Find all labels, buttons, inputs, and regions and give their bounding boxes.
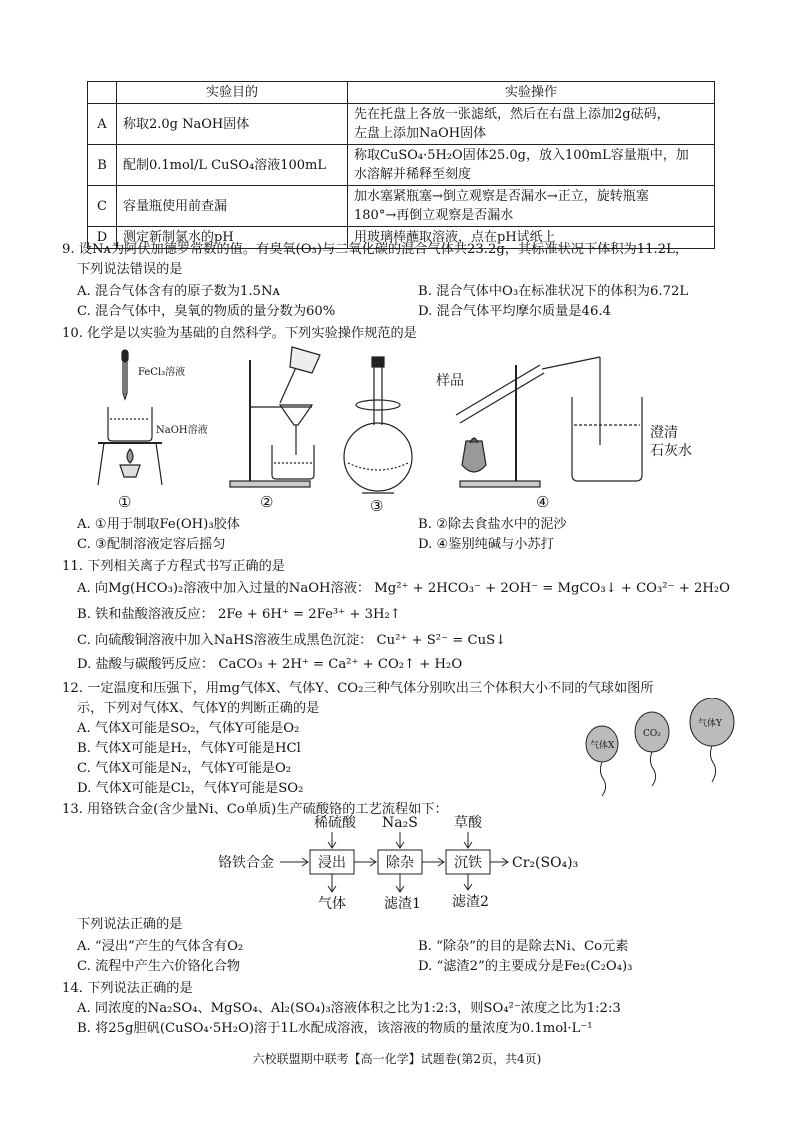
- q9-option-b: B. 混合气体中O₃在标准状况下的体积为6.72L: [418, 284, 689, 299]
- table-header-row: [88, 82, 715, 104]
- flow-output-3: 滤渣2: [452, 894, 489, 910]
- label-fecl3: FeCl₃溶液: [138, 367, 186, 378]
- q12-option-c: C. 气体X可能是N₂，气体Y可能是O₂: [77, 761, 292, 776]
- table-row: [88, 145, 715, 186]
- table-row: [88, 186, 715, 227]
- q14-stem: 14. 下列说法正确的是: [62, 981, 193, 996]
- q12-stem: 12. 一定温度和压强下，用mg气体X、气体Y、CO₂三种气体分别吹出三个体积大小不同的气球如图所: [62, 681, 654, 696]
- flow-reagent-2: Na₂S: [382, 815, 418, 831]
- q11-option-c: C. 向硫酸铜溶液中加入NaHS溶液生成黑色沉淀： Cu²⁺ + S²⁻ = CuS↓: [77, 633, 507, 648]
- op-line: 加水塞紧瓶塞→倒立观察是否漏水→正立，旋转瓶塞: [354, 189, 649, 204]
- q12-option-a: A. 气体X可能是SO₂，气体Y可能是O₂: [77, 721, 300, 736]
- label-apparatus-3: ③: [370, 497, 384, 515]
- q13-prompt: 下列说法正确的是: [77, 917, 183, 932]
- row-operation: [348, 186, 715, 227]
- q12-option-d: D. 气体X可能是Cl₂，气体Y可能是SO₂: [77, 781, 304, 796]
- beaker-tripod-icon: [98, 407, 162, 485]
- q10-stem: 10. 化学是以实验为基础的自然科学。下列实验操作规范的是: [62, 326, 417, 341]
- header-operation: 实验操作: [348, 82, 715, 104]
- q11-option-a: A. 向Mg(HCO₃)₂溶液中加入过量的NaOH溶液： Mg²⁺ + 2HCO₃⁻ + 2OH⁻ = MgCO₃↓ + CO₃²⁻ + 2H₂O: [77, 581, 730, 596]
- row-letter: A: [88, 104, 117, 145]
- q12-option-b: B. 气体X可能是H₂，气体Y可能是HCl: [77, 741, 301, 756]
- q14-option-b: B. 将25g胆矾(CuSO₄·5H₂O)溶于1L水配成溶液，该溶液的物质的量浓度为0.1mol·L⁻¹: [77, 1021, 593, 1036]
- q10-option-c: C. ③配制溶液定容后摇匀: [77, 537, 226, 552]
- op-line: 先在托盘上各放一张滤纸，然后在右盘上添加2g砝码，: [354, 107, 670, 122]
- q10-option-b: B. ②除去食盐水中的泥沙: [418, 517, 567, 532]
- label-limewater-1: 澄清: [650, 425, 678, 441]
- heating-apparatus-icon: [456, 357, 642, 487]
- row-goal: 容量瓶使用前查漏: [117, 186, 348, 227]
- op-line: 水溶解并稀释至刻度: [354, 167, 472, 182]
- op-line: 180°→再倒立观察是否漏水: [354, 208, 514, 223]
- op-line: 用玻璃棒蘸取溶液，点在pH试纸上: [354, 230, 556, 245]
- flow-output: Cr₂(SO₄)₃: [512, 855, 579, 871]
- label-apparatus-1: ①: [118, 493, 132, 511]
- q13-option-d: D. “滤渣2”的主要成分是Fe₂(C₂O₄)₃: [418, 959, 633, 974]
- table-row: [88, 104, 715, 145]
- page-footer: 六校联盟期中联考【高一化学】试题卷(第2页，共4页): [252, 1052, 542, 1066]
- flow-step-1: 浸出: [318, 855, 346, 871]
- q13-option-a: A. “浸出”产生的气体含有O₂: [77, 939, 244, 954]
- q10-option-d: D. ④鉴别纯碱与小苏打: [418, 537, 554, 552]
- q9-option-c: C. 混合气体中，臭氧的物质的量分数为60%: [77, 304, 336, 319]
- label-limewater-2: 石灰水: [650, 443, 692, 459]
- flow-step-2: 除杂: [386, 855, 414, 871]
- flow-output-1: 气体: [318, 896, 346, 912]
- q9-option-a: A. 混合气体含有的原子数为1.5Nᴀ: [77, 284, 280, 299]
- row-operation: [348, 104, 715, 145]
- q10-apparatus-figure: [80, 345, 720, 517]
- flow-output-2: 滤渣1: [384, 896, 421, 912]
- q11-option-d: D. 盐酸与碳酸钙反应： CaCO₃ + 2H⁺ = Ca²⁺ + CO₂↑ + H₂O: [77, 657, 463, 672]
- balloon-co2-label: CO₂: [643, 729, 661, 739]
- balloon-x-label: 气体X: [590, 741, 615, 751]
- label-naoh: NaOH溶液: [156, 425, 208, 436]
- label-sample: 样品: [436, 373, 464, 389]
- q13-stem: 13. 用铬铁合金(含少量Ni、Co单质)生产硫酸铬的工艺流程如下：: [62, 802, 448, 817]
- row-letter: B: [88, 145, 117, 186]
- row-goal: 配制0.1mol/L CuSO₄溶液100mL: [117, 145, 348, 186]
- header-goal: 实验目的: [117, 82, 348, 104]
- q11-option-b: B. 铁和盐酸溶液反应： 2Fe + 6H⁺ = 2Fe³⁺ + 3H₂↑: [77, 607, 401, 622]
- row-goal: 称取2.0g NaOH固体: [117, 104, 348, 145]
- flow-input: 铬铁合金: [218, 855, 274, 871]
- q14-option-a: A. 同浓度的Na₂SO₄、MgSO₄、Al₂(SO₄)₃溶液体积之比为1:2:3，则SO₄²⁻浓度之比为1:2:3: [77, 1001, 621, 1016]
- row-letter: D: [88, 227, 117, 249]
- row-letter: C: [88, 186, 117, 227]
- op-line: 称取CuSO₄·5H₂O固体25.0g，放入100mL容量瓶中，加: [354, 148, 689, 163]
- flow-reagent-1: 稀硫酸: [314, 815, 356, 831]
- q10-option-a: A. ①用于制取Fe(OH)₃胶体: [77, 517, 240, 532]
- label-apparatus-4: ④: [536, 493, 550, 511]
- q11-stem: 11. 下列相关离子方程式书写正确的是: [62, 559, 285, 574]
- dropper-icon: [122, 350, 128, 399]
- q9-option-d: D. 混合气体平均摩尔质量是46.4: [418, 304, 611, 319]
- q9-stem-cont: 下列说法错误的是: [77, 262, 183, 277]
- q9-stem: 9. 设Nᴀ为阿伏加德罗常数的值。有臭氧(O₃)与二氧化碳的混合气体共23.2g，其标准状况下体积为11.2L，: [62, 242, 689, 257]
- balloons-figure: [580, 698, 740, 798]
- q13-option-b: B. “除杂”的目的是除去Ni、Co元素: [418, 939, 629, 954]
- row-operation: [348, 145, 715, 186]
- flow-reagent-3: 草酸: [454, 815, 482, 831]
- balloon-y-label: 气体Y: [698, 719, 722, 729]
- process-flow-diagram: [210, 812, 630, 912]
- volumetric-flask-icon: [344, 357, 412, 493]
- flow-step-3: 沉铁: [454, 855, 482, 871]
- experiment-table: [87, 81, 715, 249]
- filtration-stand-icon: [230, 347, 320, 487]
- q12-stem-cont: 示，下列对气体X、气体Y的判断正确的是: [77, 701, 320, 716]
- header-blank: [88, 82, 117, 104]
- row-goal: 测定新制氯水的pH: [117, 227, 348, 249]
- q13-option-c: C. 流程中产生六价铬化合物: [77, 959, 241, 974]
- op-line: 左盘上添加NaOH固体: [354, 126, 487, 141]
- label-apparatus-2: ②: [260, 493, 274, 511]
